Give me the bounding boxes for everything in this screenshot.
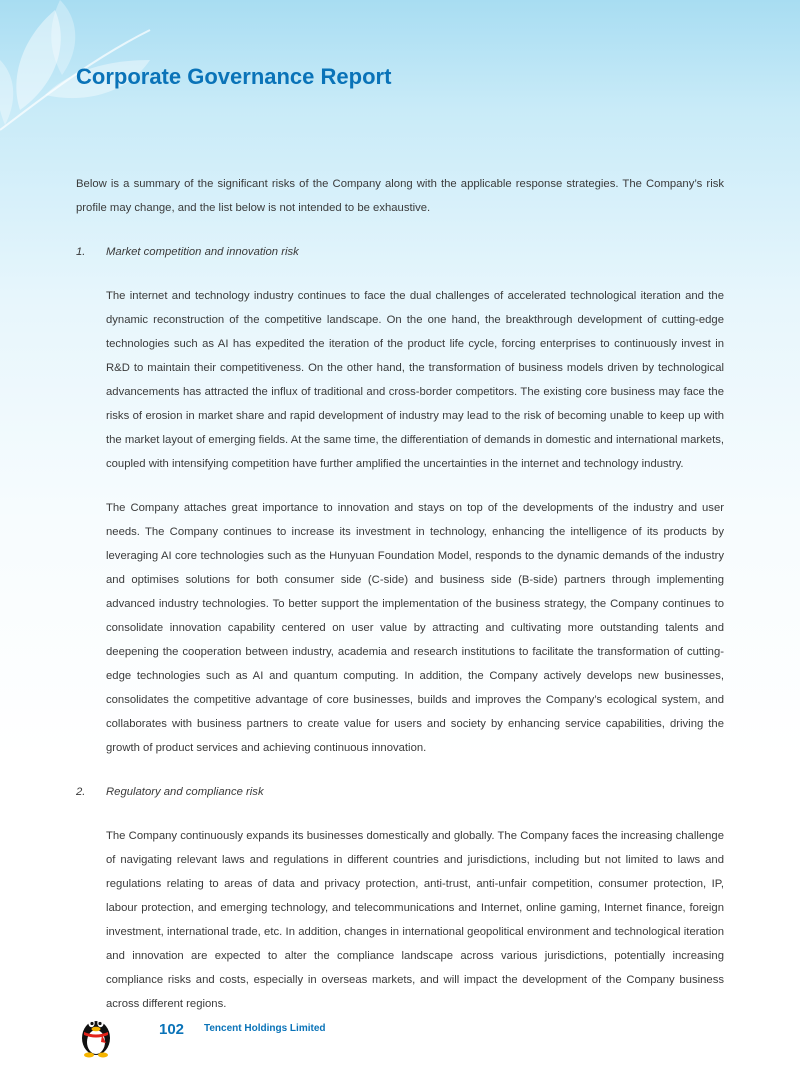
risk-heading [76, 780, 724, 804]
page-number: 102 [159, 1021, 185, 1038]
risk-heading [76, 240, 724, 264]
risk-title: Market competition and innovation risk [106, 246, 299, 258]
risk-item [76, 240, 724, 760]
company-name: Tencent Holdings Limited [204, 1023, 326, 1034]
report-body [76, 172, 724, 1036]
risk-number: 2. [76, 786, 86, 798]
page-footer [76, 1008, 476, 1058]
risk-description [76, 284, 724, 760]
risk-title: Regulatory and compliance risk [106, 786, 264, 798]
intro-paragraph: Below is a summary of the significant risks of the Company along with the applicable response strategies. The Company’s risk profile may change, and the list below is not intended to be exhaustive. [76, 178, 724, 214]
risk-description [76, 824, 724, 1016]
penguin-icon [76, 1008, 116, 1058]
risk-paragraph: The internet and technology industry continues to face the dual challenges of accelerated technological iteration and the dynamic reconstruction of the competitive landscape. On the one hand, the breakthrough development of cutting-edge technologies such as AI has expedited the iteration of the product life cycle, forcing enterprises to continuously invest in R&D to maintain their competitiveness. On the other hand, the transformation of business models driven by technological advancements has attracted the influx of traditional and cross-border competitors. The existing core business may face the risks of erosion in market share and rapid development of industry may lead to the risk of becoming unable to keep up with the market layout of emerging fields. At the same time, the differentiation of demands in domestic and international markets, coupled with intensifying competition have further amplified the uncertainties in the internet and technology industry. [106, 290, 724, 470]
risk-item [76, 780, 724, 1016]
risk-number: 1. [76, 246, 86, 258]
page-title: Corporate Governance Report [76, 64, 392, 89]
risk-paragraph: The Company continuously expands its businesses domestically and globally. The Company faces the increasing challenge of navigating relevant laws and regulations in different countries and jurisdictions, including but not limited to laws and regulations relating to areas of data and privacy protection, anti-trust, anti-unfair competition, consumer protection, IP, labour protection, and emerging technology, and telecommunications and Internet, online gaming, Internet finance, foreign investment, international trade, etc. In addition, changes in international geopolitical environment and technological iteration and innovation are expected to alter the compliance landscape across various jurisdictions, potentially increasing compliance risks and costs, especially in overseas markets, and will impact the development of the Company business across different regions. [106, 830, 724, 1010]
risk-paragraph: The Company attaches great importance to innovation and stays on top of the developments of the industry and user needs. The Company continues to increase its investment in technology, enhancing the intelligence of its products by leveraging AI core technologies such as the Hunyuan Foundation Model, responds to the dynamic demands of the industry and optimises solutions for both consumer side (C-side) and business side (B-side) partners through implementing advanced industry technologies. To better support the implementation of the business strategy, the Company continues to consolidate innovation capability centered on user value by attracting and cultivating more outstanding talents and deepening the cooperation between industry, academia and research institutions to facilitate the transformation of cutting-edge technologies such as AI and quantum computing. In addition, the Company actively develops new businesses, consolidates the competitive advantage of core businesses, builds and improves the Company’s ecological system, and collaborates with business partners to create value for users and society by enhancing service capabilities, driving the growth of product services and achieving continuous innovation. [106, 502, 724, 754]
